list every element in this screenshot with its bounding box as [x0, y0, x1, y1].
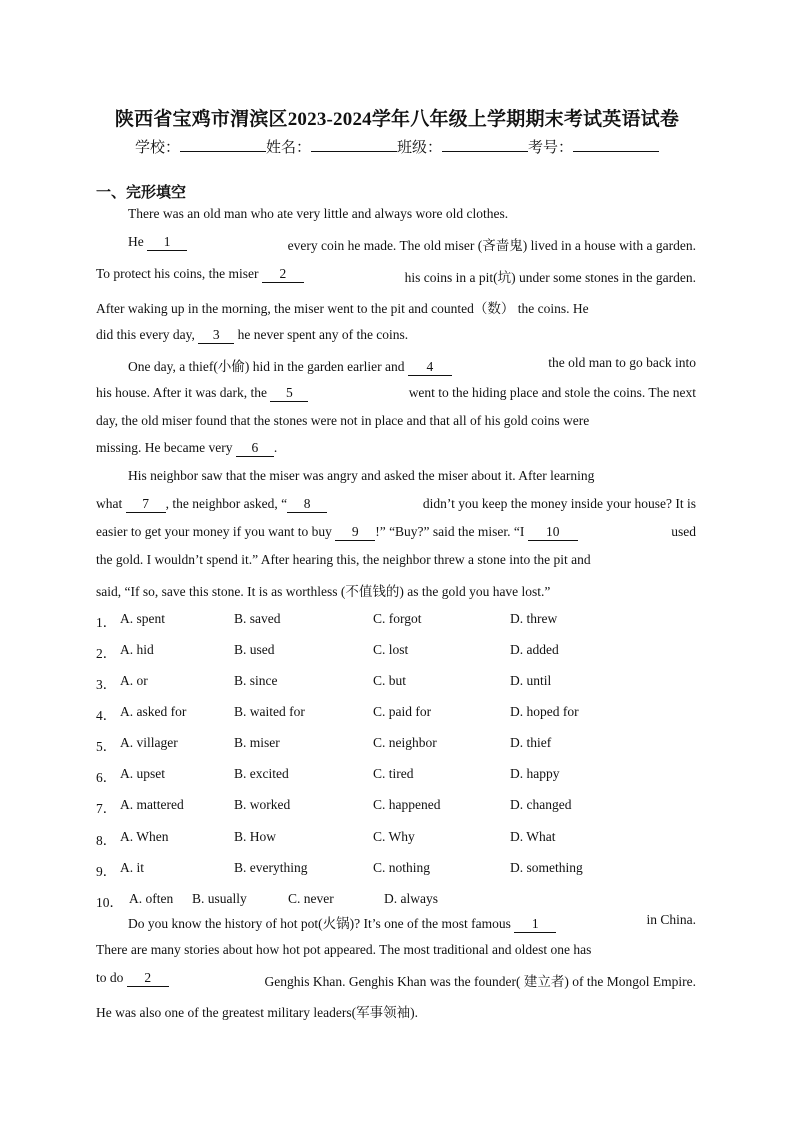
question-number: 10．	[96, 895, 123, 910]
blank-10[interactable]: 10	[528, 524, 578, 541]
passage-line: There are many stories about how hot pot appeared. The most traditional and oldest one has	[96, 942, 592, 957]
question-number: 6．	[96, 770, 117, 785]
passage-text: did this every day,	[96, 327, 195, 342]
passage-line: He was also one of the greatest military leaders(军事领袖).	[96, 1005, 419, 1020]
option-b[interactable]: B. used	[234, 642, 275, 657]
passage-text: , the neighbor asked, “	[165, 496, 288, 511]
passage-text: One day, a thief(小偷) hid in the garden earlier and	[128, 359, 405, 374]
option-a[interactable]: A. hid	[120, 642, 154, 657]
option-c[interactable]: C. but	[373, 673, 407, 688]
passage-text: didn’t you keep the money inside your house? It is	[422, 496, 696, 511]
blank-7[interactable]: 7	[126, 496, 166, 513]
option-d[interactable]: D. hoped for	[510, 704, 579, 719]
option-b[interactable]: B. How	[234, 829, 277, 844]
option-c[interactable]: C. paid for	[373, 704, 432, 719]
question-number: 7．	[96, 801, 117, 816]
option-a[interactable]: A. or	[120, 673, 148, 688]
question-number: 1．	[96, 615, 117, 630]
question-number: 8．	[96, 833, 117, 848]
passage-line	[96, 524, 696, 541]
option-c[interactable]: C. neighbor	[373, 735, 437, 750]
blank-5[interactable]: 5	[270, 385, 308, 402]
option-c[interactable]: C. never	[288, 891, 334, 906]
number-label: 考号：	[528, 140, 574, 156]
passage-text: went to the hiding place and stole the coins. The next	[408, 385, 696, 400]
option-d[interactable]: D. something	[510, 860, 583, 875]
option-c[interactable]: C. lost	[373, 642, 409, 657]
option-b[interactable]: B. worked	[234, 797, 291, 812]
blank-9[interactable]: 9	[335, 524, 375, 541]
question-number: 4．	[96, 708, 117, 723]
blank-2[interactable]: 2	[127, 970, 169, 987]
option-c[interactable]: C. nothing	[373, 860, 431, 875]
student-info-row	[0, 136, 794, 157]
option-b[interactable]: B. waited for	[234, 704, 305, 719]
passage-text: easier to get your money if you want to buy	[96, 524, 332, 539]
passage-line: There was an old man who ate very little and always wore old clothes.	[128, 206, 509, 221]
passage-text: Do you know the history of hot pot(火锅)? It’s one of the most famous	[128, 916, 511, 931]
option-a[interactable]: A. When	[120, 829, 169, 844]
question-number: 5．	[96, 739, 117, 754]
option-b[interactable]: B. everything	[234, 860, 308, 875]
option-a[interactable]: A. upset	[120, 766, 165, 781]
passage-text: .	[273, 440, 278, 455]
option-d[interactable]: D. What	[510, 829, 556, 844]
option-a[interactable]: A. asked for	[120, 704, 187, 719]
passage-line	[96, 440, 696, 457]
school-label: 学校：	[134, 140, 180, 156]
option-a[interactable]: A. mattered	[120, 797, 184, 812]
passage-line	[96, 266, 696, 286]
option-c[interactable]: C. Why	[373, 829, 415, 844]
passage-text: every coin he made. The old miser (吝啬鬼) lived in a house with a garden.	[287, 238, 696, 253]
passage-text: in China.	[646, 912, 696, 927]
passage-line	[96, 496, 696, 513]
passage-line	[128, 234, 696, 254]
option-d[interactable]: D. changed	[510, 797, 572, 812]
class-blank[interactable]	[442, 137, 528, 152]
passage-text: To protect his coins, the miser	[96, 266, 259, 281]
option-b[interactable]: B. miser	[234, 735, 280, 750]
blank-4[interactable]: 4	[408, 359, 452, 376]
option-d[interactable]: D. threw	[510, 611, 558, 626]
option-d[interactable]: D. always	[384, 891, 438, 906]
passage-line	[96, 970, 696, 990]
passage-text: he never spent any of the coins.	[237, 327, 409, 342]
option-a[interactable]: A. it	[120, 860, 145, 875]
blank-8[interactable]: 8	[287, 496, 327, 513]
exam-title: 陕西省宝鸡市渭滨区2023-2024学年八年级上学期期末考试英语试卷	[114, 109, 680, 130]
option-c[interactable]: C. happened	[373, 797, 441, 812]
passage-line: said, “If so, save this stone. It is as worthless (不值钱的) as the gold you have lost.”	[96, 584, 551, 599]
option-a[interactable]: A. often	[129, 891, 174, 906]
section-heading: 一、完形填空	[96, 183, 187, 201]
question-number: 2．	[96, 646, 117, 661]
name-blank[interactable]	[311, 137, 397, 152]
question-number: 3．	[96, 677, 117, 692]
passage-line	[96, 327, 696, 344]
option-b[interactable]: B. excited	[234, 766, 289, 781]
blank-2[interactable]: 2	[262, 266, 304, 283]
passage-text: !” “Buy?” said the miser. “I	[375, 524, 525, 539]
passage-line: day, the old miser found that the stones were not in place and that all of his gold coins were	[96, 413, 590, 428]
option-d[interactable]: D. happy	[510, 766, 560, 781]
option-d[interactable]: D. added	[510, 642, 559, 657]
passage-line: After waking up in the morning, the miser went to the pit and counted（数） the coins. He	[96, 301, 589, 316]
passage-text: used	[671, 524, 696, 539]
passage-line: His neighbor saw that the miser was angry and asked the miser about it. After learning	[128, 468, 595, 483]
blank-1[interactable]: 1	[514, 916, 556, 933]
number-blank[interactable]	[573, 137, 659, 152]
passage-text: Genghis Khan. Genghis Khan was the founder( 建立者) of the Mongol Empire.	[264, 974, 696, 989]
blank-6[interactable]: 6	[236, 440, 274, 457]
passage-text: his house. After it was dark, the	[96, 385, 267, 400]
option-a[interactable]: A. villager	[120, 735, 178, 750]
passage-text: He	[128, 234, 144, 249]
passage-line	[128, 912, 696, 933]
option-a[interactable]: A. spent	[120, 611, 165, 626]
option-b[interactable]: B. usually	[192, 891, 247, 906]
passage-text: to do	[96, 970, 124, 985]
passage-text: what	[96, 496, 123, 511]
blank-1[interactable]: 1	[147, 234, 187, 251]
passage-line	[96, 385, 696, 402]
passage-text: missing. He became very	[96, 440, 233, 455]
blank-3[interactable]: 3	[198, 327, 234, 344]
option-d[interactable]: D. until	[510, 673, 552, 688]
option-b[interactable]: B. since	[234, 673, 278, 688]
passage-line	[128, 355, 696, 376]
passage-line: the gold. I wouldn’t spend it.” After hearing this, the neighbor threw a stone into the pit and	[96, 552, 591, 567]
class-label: 班级：	[397, 140, 443, 156]
option-b[interactable]: B. saved	[234, 611, 281, 626]
question-number: 9．	[96, 864, 117, 879]
passage-text: the old man to go back into	[548, 355, 696, 370]
passage-text: his coins in a pit(坑) under some stones in the garden.	[404, 270, 696, 285]
name-label: 姓名：	[265, 140, 311, 156]
option-c[interactable]: C. tired	[373, 766, 414, 781]
school-blank[interactable]	[180, 137, 266, 152]
option-d[interactable]: D. thief	[510, 735, 552, 750]
option-c[interactable]: C. forgot	[373, 611, 422, 626]
